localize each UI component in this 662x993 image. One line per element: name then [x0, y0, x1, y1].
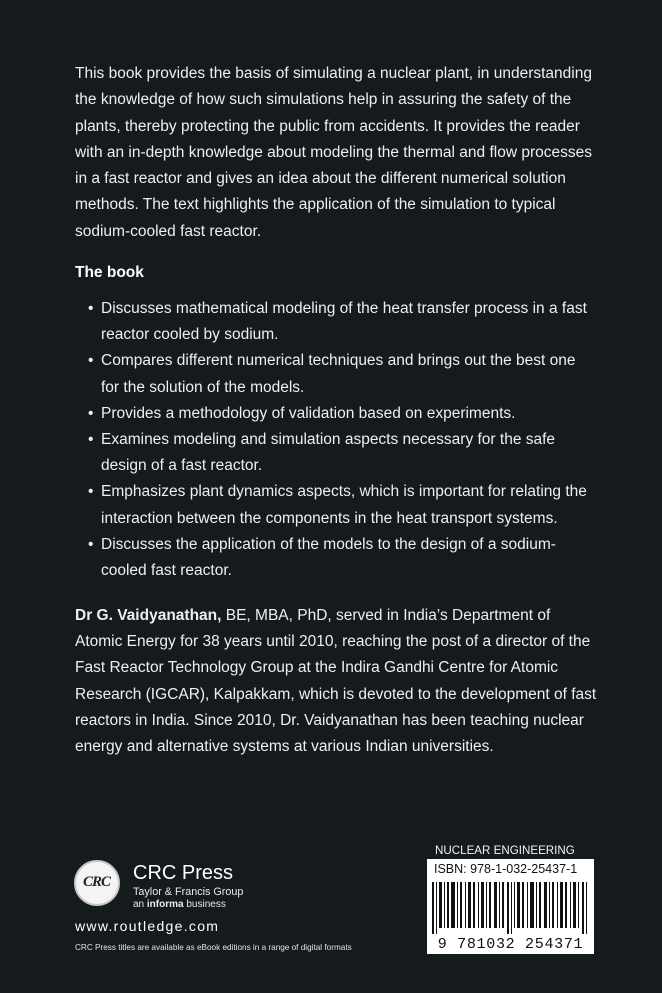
publisher-website[interactable]: www.routledge.com	[75, 918, 220, 934]
section-heading: The book	[75, 264, 144, 281]
barcode-number: 9 781032 254371	[437, 936, 584, 953]
feature-bullet: • Discusses mathematical modeling of the heat transfer process in a fast reactor cooled by sodium.	[88, 296, 596, 348]
isbn-barcode-block	[427, 842, 594, 954]
feature-bullet: • Provides a methodology of validation based on experiments.	[88, 401, 596, 427]
crc-logo-icon	[74, 860, 120, 906]
crc-logo-text: CRC	[83, 874, 111, 890]
feature-bullet: • Discusses the application of the models to the design of a sodium-cooled fast reactor.	[88, 532, 596, 584]
publisher-business	[133, 899, 226, 911]
business-suffix: business	[183, 899, 226, 910]
feature-list	[88, 296, 596, 584]
subject-category: NUCLEAR ENGINEERING	[435, 842, 589, 859]
informa-brand: informa	[146, 899, 184, 910]
formats-note: CRC Press titles are available as eBook editions in a range of digital formats	[75, 943, 352, 952]
publisher-name: CRC Press	[133, 862, 234, 884]
feature-bullet: • Examines modeling and simulation aspects necessary for the safe design of a fast reactor.	[88, 427, 596, 479]
publisher-group: Taylor & Francis Group	[133, 886, 244, 898]
barcode-icon	[432, 882, 589, 934]
feature-bullet: • Emphasizes plant dynamics aspects, which is important for relating the interaction between the components in the heat transport systems.	[88, 479, 596, 531]
business-prefix: an	[133, 899, 147, 910]
isbn-number: ISBN: 978-1-032-25437-1	[434, 862, 578, 876]
book-description: This book provides the basis of simulating a nuclear plant, in understanding the knowledge of how such simulations help in assuring the safety of the plants, thereby protecting the public from accidents. It provides the reader with an in-depth knowledge about modeling the thermal and flow processes in a fast reactor and gives an idea about the different numerical solution methods. The text highlights the application of the simulation to typical sodium-cooled fast reactor.	[75, 65, 592, 240]
author-bio-text: BE, MBA, PhD, served in India’s Department of Atomic Energy for 38 years until 2010, reaching the post of a director of the Fast Reactor Technology Group at the Indira Gandhi Centre for Atomic Research (IGCAR), Kalpakkam, which is devoted to the development of fast reactors in India. Since 2010, Dr. Vaidyanathan has been teaching nuclear energy and alternative systems at various Indian universities.	[75, 607, 597, 756]
author-name: Dr G. Vaidyanathan,	[75, 607, 222, 624]
barcode-card	[427, 859, 594, 954]
feature-bullet: • Compares different numerical techniques and brings out the best one for the solution of the models.	[88, 348, 596, 400]
author-bio	[75, 603, 597, 760]
